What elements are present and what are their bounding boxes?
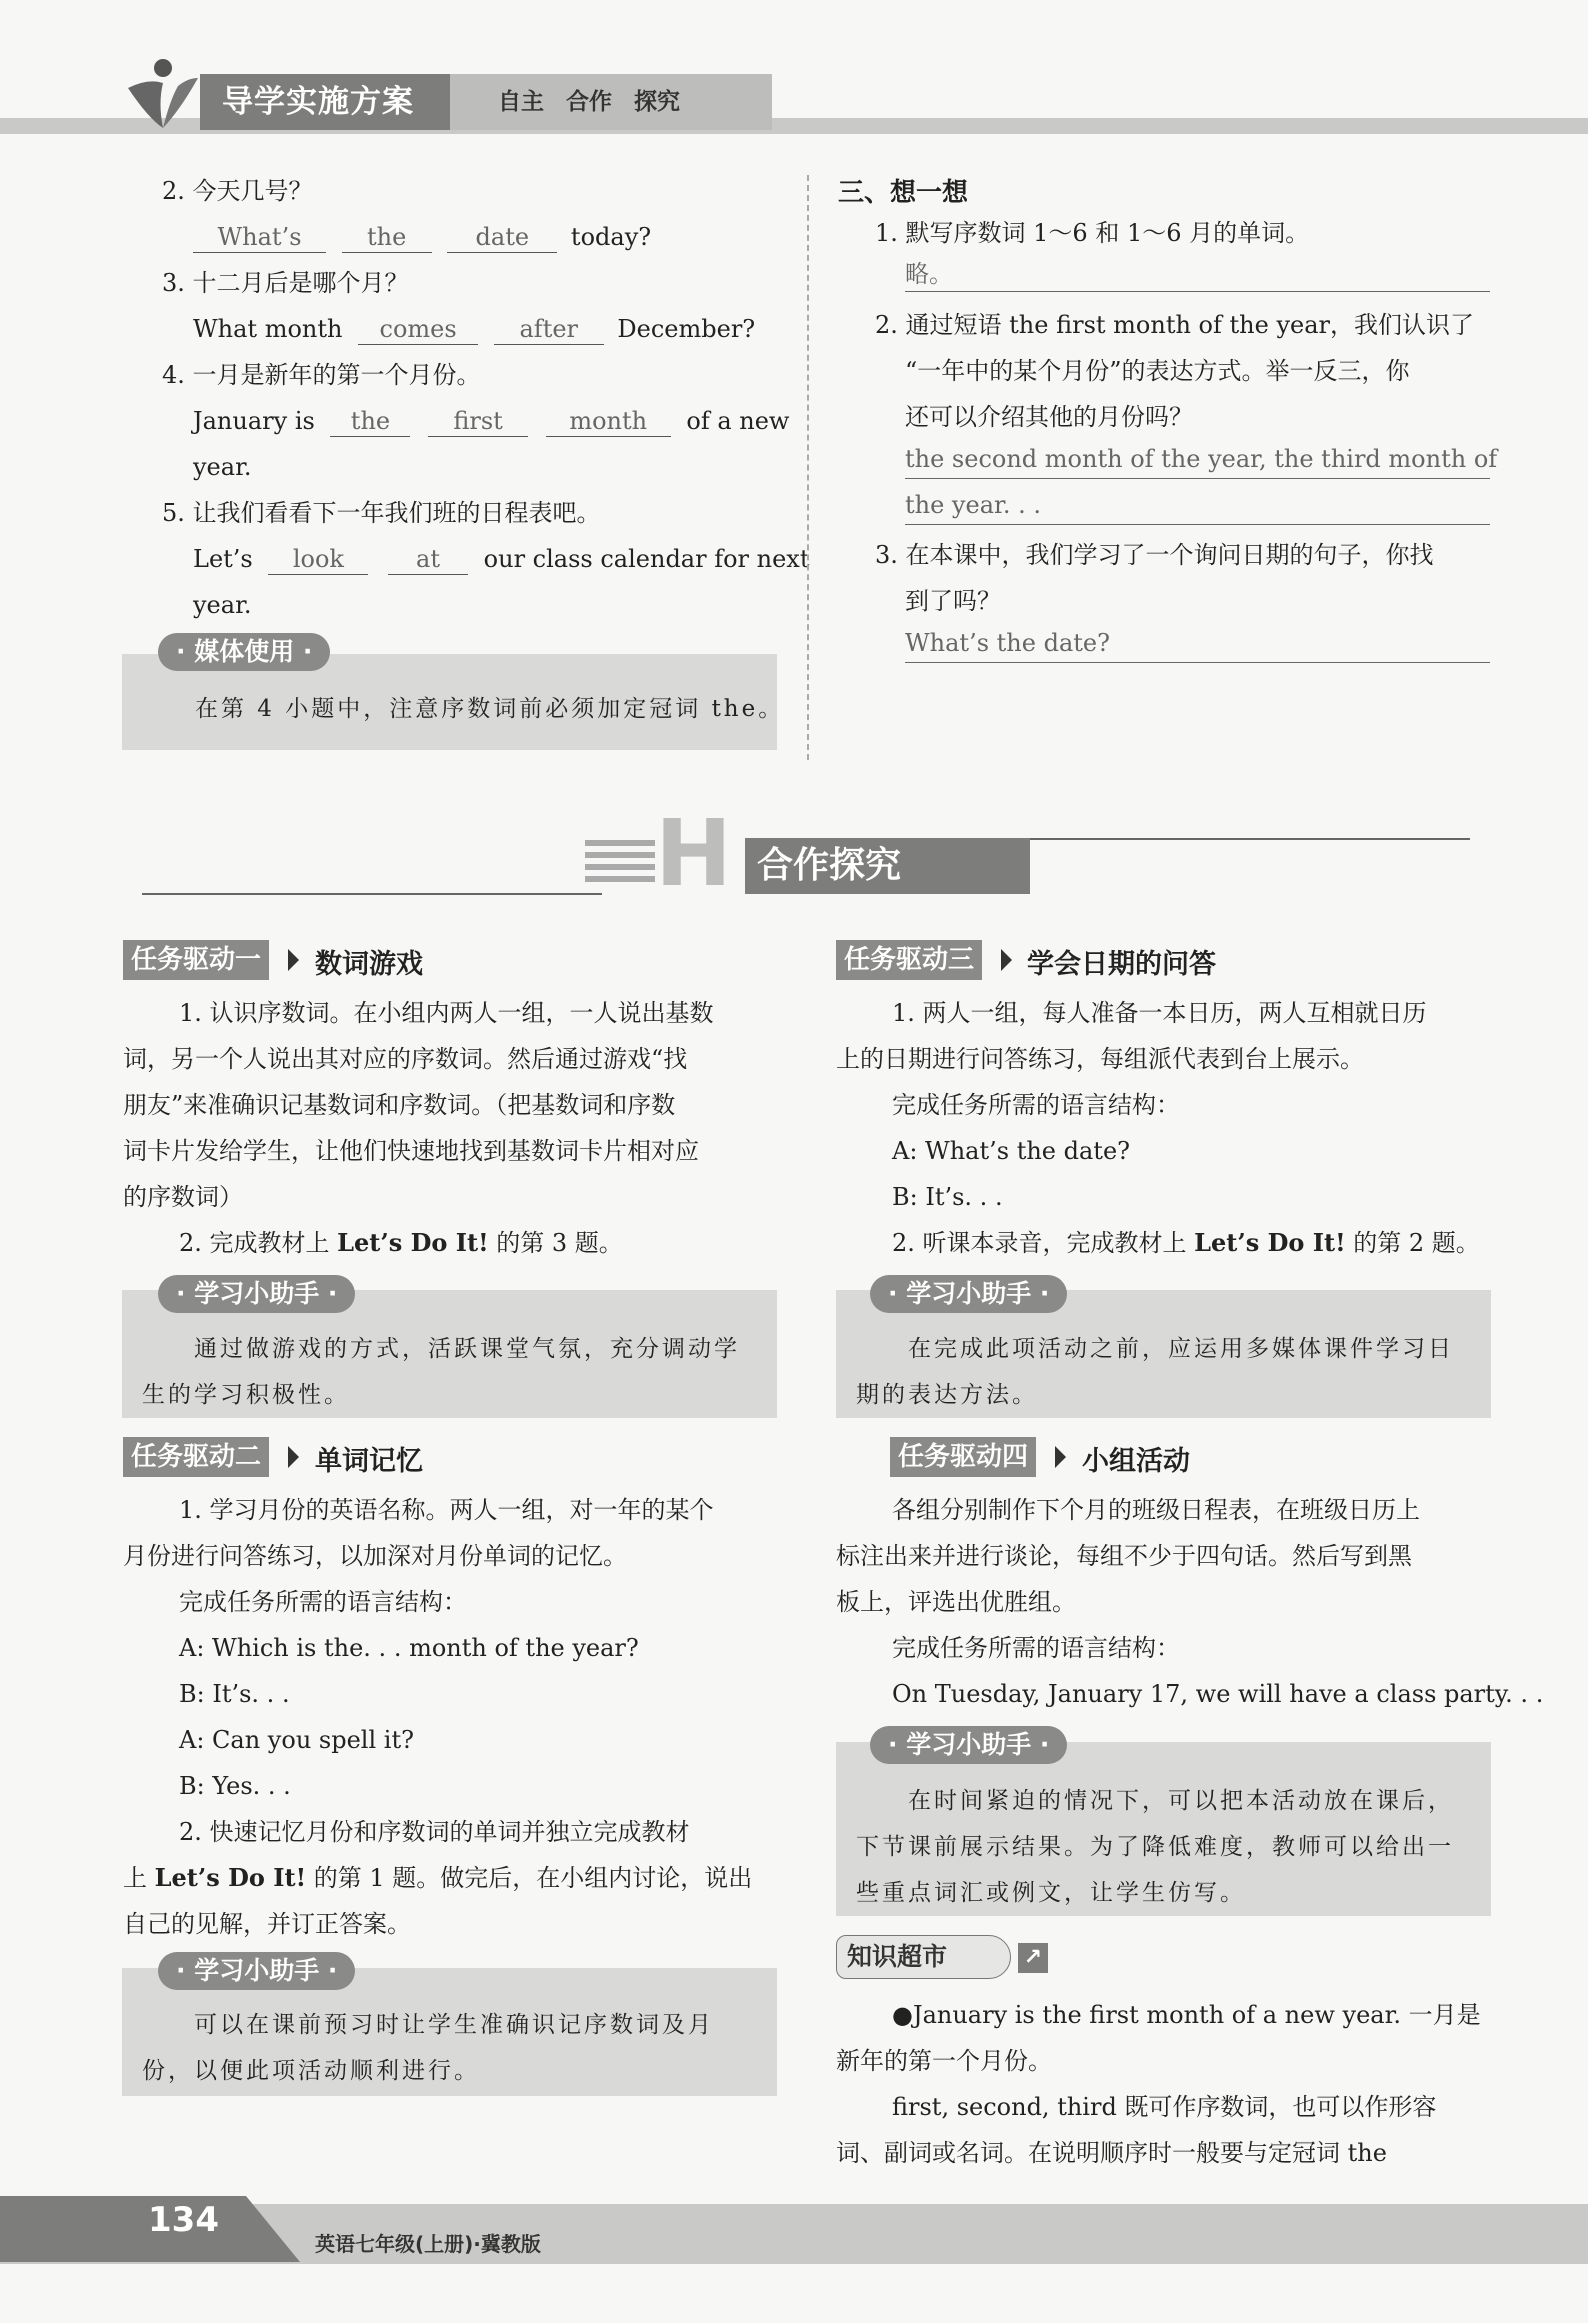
- task3-helper-text: [842, 1326, 1454, 1418]
- section-stripes-2: [585, 852, 655, 858]
- q3-tail: December?: [617, 315, 756, 343]
- task3-body: [836, 990, 1496, 1266]
- task4-p2: 标注出来并进行谈论，每组不少于四句话。然后写到黑: [836, 1542, 1412, 1570]
- task1-p4: 词卡片发给学生，让他们快速地找到基数词卡片相对应: [123, 1137, 699, 1165]
- q3-blank-1: comes: [358, 314, 478, 345]
- think-a2-line1: the second month of the year, the third month of: [905, 440, 1490, 479]
- think-q2-line2: “一年中的某个月份”的表达方式。举一反三，你: [905, 357, 1410, 385]
- task3-helper-2: 期的表达方法。: [856, 1382, 1038, 1408]
- task1-p6-a: 2. 完成教材上: [179, 1229, 338, 1257]
- header-tag-explore: 探究: [634, 89, 680, 115]
- task4-helper-text: [842, 1778, 1454, 1916]
- task2-arrow-icon: [288, 1446, 299, 1468]
- q4-blank-1: the: [330, 406, 410, 437]
- q5-answer-line: [193, 536, 809, 582]
- task4-p1: 各组分别制作下个月的班级日程表，在班级日历上: [892, 1496, 1420, 1524]
- task2-helper-1: 可以在课前预习时让学生准确识记序数词及月: [194, 2012, 714, 2038]
- task3-arrow-icon: [1001, 949, 1012, 971]
- section-stripes-1: [585, 840, 655, 846]
- section-rule-right: [1030, 838, 1470, 840]
- task4-p3: 板上，评选出优胜组。: [836, 1588, 1076, 1616]
- q3-answer-line: [193, 306, 755, 352]
- task4-label: 任务驱动四: [890, 1437, 1036, 1477]
- task3-p3: 完成任务所需的语言结构：: [892, 1091, 1180, 1119]
- think-a2-line2: the year. . .: [905, 486, 1490, 525]
- q4-blank-2: first: [428, 406, 528, 437]
- think-a1: [905, 256, 1490, 292]
- task4-helper-3: 些重点词汇或例文，让学生仿写。: [856, 1880, 1246, 1906]
- task2-p9-b: Let’s Do It!: [154, 1863, 307, 1892]
- task4-helper-1: 在时间紧迫的情况下，可以把本活动放在课后，: [908, 1788, 1454, 1814]
- section-stripes-4: [585, 876, 655, 882]
- task2-title: 单词记忆: [315, 1446, 423, 1477]
- arrow-icon: ↗: [1018, 1943, 1048, 1973]
- task1-p2: 词，另一个人说出其对应的序数词。然后通过游戏“找: [123, 1045, 688, 1073]
- task2-p7: B: Yes. . .: [179, 1772, 291, 1800]
- task3-helper-tag: · 学习小助手 ·: [870, 1275, 1067, 1313]
- section-title: 合作探究: [745, 838, 1030, 894]
- section-stripes-3: [585, 864, 655, 870]
- task1-p3: 朋友”来准确识记基数词和序数词。（把基数词和序数: [123, 1091, 676, 1119]
- task2-p3: 完成任务所需的语言结构：: [179, 1588, 467, 1616]
- q5-blank-2: at: [388, 544, 468, 575]
- think-heading: 三、想一想: [838, 178, 969, 208]
- task2-p9: [123, 1855, 783, 1901]
- knowledge-tag: 知识超市: [836, 1935, 1011, 1979]
- page-number: 134: [148, 2200, 219, 2240]
- task3-p5: B: It’s. . .: [892, 1183, 1003, 1211]
- task2-p9-c: 的第 1 题。做完后，在小组内讨论，说出: [306, 1864, 753, 1892]
- task1-label: 任务驱动一: [123, 940, 269, 980]
- task3-label: 任务驱动三: [836, 940, 982, 980]
- task1-p6: [123, 1220, 783, 1266]
- task1-body: [123, 990, 783, 1266]
- task3-p6-c: 的第 2 题。: [1345, 1229, 1480, 1257]
- q5-stem: 5. 让我们看看下一年我们班的日程表吧。: [162, 499, 601, 527]
- task2-p8: 2. 快速记忆月份和序数词的单词并独立完成教材: [179, 1818, 690, 1846]
- header-tag-cooperate: 合作: [566, 89, 612, 115]
- task1-helper-1: 通过做游戏的方式，活跃课堂气氛，充分调动学: [194, 1336, 740, 1362]
- header-tag-self: 自主: [498, 89, 544, 115]
- knowledge-body: [836, 1992, 1496, 2176]
- task2-label: 任务驱动二: [123, 1437, 269, 1477]
- q2-blank-3: date: [447, 222, 557, 253]
- header-title: 导学实施方案: [200, 74, 450, 130]
- q2-stem: 2. 今天几号？: [162, 177, 313, 205]
- task2-p4: A: Which is the. . . month of the year?: [179, 1634, 639, 1662]
- logo-icon: [118, 48, 203, 133]
- task2-p9-a: 上: [123, 1864, 155, 1892]
- task2-p5: B: It’s. . .: [179, 1680, 290, 1708]
- task3-title: 学会日期的问答: [1027, 949, 1216, 980]
- task2-helper-2: 份，以便此项活动顺利进行。: [142, 2058, 480, 2084]
- task2-p6: A: Can you spell it?: [179, 1726, 414, 1754]
- knowledge-p3: first, second, third 既可作序数词，也可以作形容: [892, 2093, 1437, 2121]
- task3-p6-a: 2. 听课本录音，完成教材上: [892, 1229, 1195, 1257]
- task1-p1: 1. 认识序数词。在小组内两人一组，一人说出基数: [179, 999, 714, 1027]
- task1-helper-text: [128, 1326, 740, 1418]
- section-rule-left: [142, 893, 602, 895]
- task4-body: [836, 1487, 1544, 1717]
- knowledge-p2: 新年的第一个月份。: [836, 2047, 1052, 2075]
- think-q3-line2: 到了吗？: [905, 587, 1001, 615]
- task3-p6-b: Let’s Do It!: [1194, 1228, 1346, 1257]
- column-divider: [807, 175, 809, 760]
- q2-answer-line: [193, 214, 651, 260]
- task3-p4: A: What’s the date?: [892, 1137, 1131, 1165]
- media-text: 在第 4 小题中，注意序数词前必须加定冠词 the。: [195, 696, 785, 722]
- task3-p2: 上的日期进行问答练习，每组派代表到台上展示。: [836, 1045, 1364, 1073]
- task1-p6-b: Let’s Do It!: [337, 1228, 489, 1257]
- knowledge-p4: 词、副词或名词。在说明顺序时一般要与定冠词 the: [836, 2139, 1387, 2167]
- task1-p5: 的序数词）: [123, 1183, 243, 1211]
- task2-helper-tag: · 学习小助手 ·: [158, 1952, 355, 1990]
- q2-blank-2: the: [342, 222, 432, 253]
- book-title: 英语七年级(上册)·冀教版: [315, 2232, 541, 2256]
- section-letter: H: [655, 800, 732, 907]
- media-tag: · 媒体使用 ·: [158, 633, 330, 671]
- think-q2-line3: 还可以介绍其他的月份吗？: [905, 403, 1193, 431]
- q4-answer-line: [193, 398, 789, 444]
- q5-continuation: year.: [193, 591, 252, 619]
- task4-p4: 完成任务所需的语言结构：: [892, 1634, 1180, 1662]
- task1-arrow-icon: [288, 949, 299, 971]
- think-a1-text: 略。: [905, 260, 953, 288]
- task1-title: 数词游戏: [315, 949, 423, 980]
- task4-arrow-icon: [1055, 1446, 1066, 1468]
- think-q3-line1: 3. 在本课中，我们学习了一个询问日期的句子，你找: [875, 541, 1434, 569]
- header-tags: [450, 74, 772, 130]
- q5-head: Let’s: [193, 545, 253, 573]
- task3-p6: [836, 1220, 1496, 1266]
- q2-tail: today?: [570, 223, 652, 251]
- task4-p5: On Tuesday, January 17, we will have a class party. . .: [892, 1680, 1544, 1708]
- task2-body: [123, 1487, 783, 1947]
- task2-p1: 1. 学习月份的英语名称。两人一组，对一年的某个: [179, 1496, 714, 1524]
- task3-p1: 1. 两人一组，每人准备一本日历，两人互相就日历: [892, 999, 1427, 1027]
- task4-title: 小组活动: [1082, 1446, 1190, 1477]
- q4-tail: of a new: [686, 407, 790, 435]
- task4-helper-2: 下节课前展示结果。为了降低难度，教师可以给出一: [856, 1834, 1454, 1860]
- task2-p10: 自己的见解，并订正答案。: [123, 1910, 411, 1938]
- q4-blank-3: month: [546, 406, 671, 437]
- q5-blank-1: look: [268, 544, 368, 575]
- think-a3: What’s the date?: [905, 624, 1490, 663]
- q3-head: What month: [193, 315, 343, 343]
- q3-stem: 3. 十二月后是哪个月？: [162, 269, 409, 297]
- q4-continuation: year.: [193, 453, 252, 481]
- q2-blank-1: What’s: [193, 222, 326, 253]
- q4-head: January is: [193, 407, 315, 435]
- think-q2-line1: 2. 通过短语 the first month of the year，我们认识了: [875, 311, 1474, 339]
- q5-tail: our class calendar for next: [483, 545, 810, 573]
- q4-stem: 4. 一月是新年的第一个月份。: [162, 361, 481, 389]
- task1-helper-tag: · 学习小助手 ·: [158, 1275, 355, 1313]
- task2-p2: 月份进行问答练习，以加深对月份单词的记忆。: [123, 1542, 627, 1570]
- task1-helper-2: 生的学习积极性。: [142, 1382, 350, 1408]
- task2-helper-text: [128, 2002, 714, 2094]
- task1-p6-c: 的第 3 题。: [488, 1229, 623, 1257]
- knowledge-p1: ●January is the first month of a new year. 一月是: [892, 2001, 1481, 2029]
- think-q1: 1. 默写序数词 1～6 和 1～6 月的单词。: [875, 219, 1310, 247]
- q3-blank-2: after: [494, 314, 604, 345]
- task4-helper-tag: · 学习小助手 ·: [870, 1726, 1067, 1764]
- task3-helper-1: 在完成此项活动之前，应运用多媒体课件学习日: [908, 1336, 1454, 1362]
